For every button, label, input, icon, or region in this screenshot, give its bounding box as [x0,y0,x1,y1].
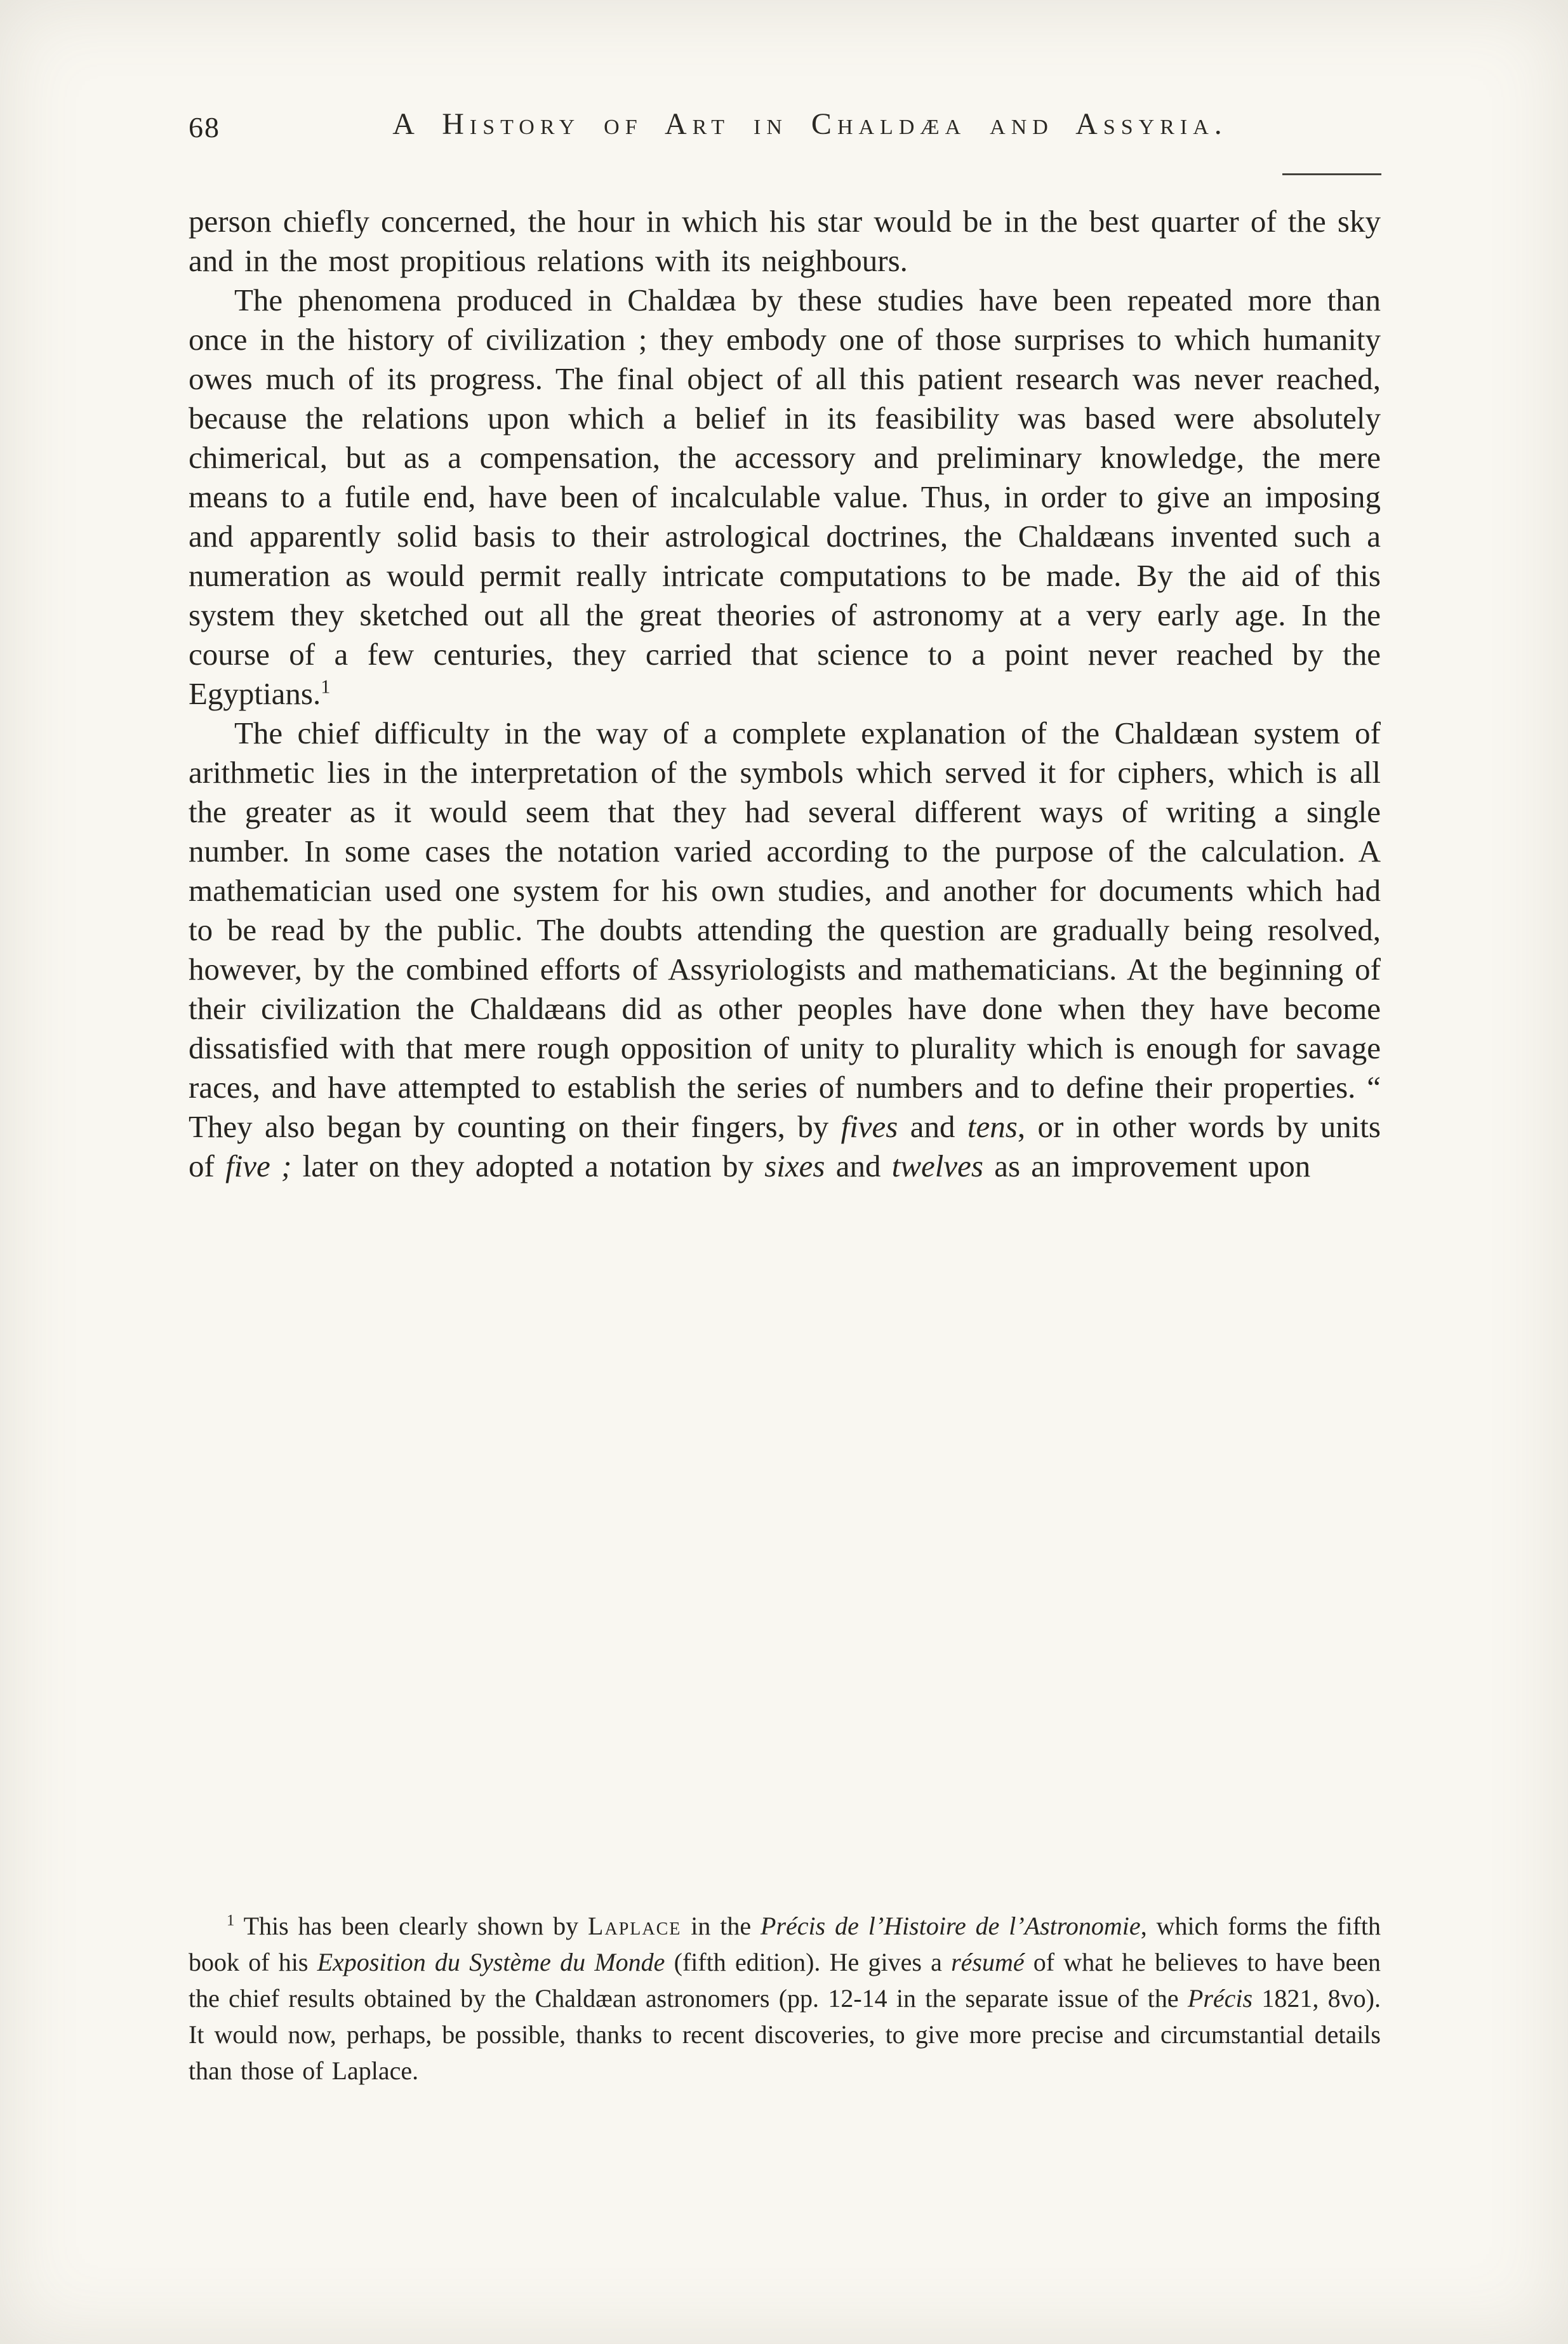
italic-text: tens [967,1109,1018,1144]
text-run: in the [681,1912,761,1940]
text-run: and [898,1109,967,1144]
text-run: as an improvement upon [983,1149,1311,1183]
smallcaps-text: Laplace [588,1912,682,1940]
paragraph [189,281,1381,714]
italic-text: Exposition du Système du Monde [317,1948,665,1976]
footnote [189,1908,1381,2089]
text-run: 1821, 8vo). It would now, perhaps, be possible, thanks to recent discoveries, to give more precise and circumstantial details than those of Laplace. [189,1984,1381,2085]
footnote-paragraph [189,1908,1381,2089]
body-text [189,202,1381,1186]
text-run: later on they adopted a notation by [291,1149,765,1183]
text-run: The phenomena produced in Chaldæa by these studies have been repeated more than once in the history of civilization ; they embody one of those surprises to which humanity owes much of its progress. The final object of all this patient research was never reached, because the relations upon which a belief in its feasibility was based were absolutely chimerical, but as a compensation, the accessory and preliminary knowledge, the mere means to a futile end, have been of incalculable value. Thus, in order to give an imposing and apparently solid basis to their astrological doctrines, the Chaldæans invented such a numeration as would permit really intricate computations to be made. By the aid of this system they sketched out all the great theories of astronomy at a very early age. In the course of a few centuries, they carried that science to a point never reached by the Egyptians. [189,283,1381,711]
header-rule [1282,173,1381,175]
text-run: The chief difficulty in the way of a complete explanation of the Chaldæan system of arithmetic lies in the interpretation of the symbols which served it for ciphers, which is all the greater as it would seem that they had several different ways of writing a single number. In some cases the notation varied according to the purpose of the calculation. A mathematician used one system for his own studies, and another for documents which had to be read by the public. The doubts attending the question are gradually being resolved, however, by the combined efforts of Assyriologists and mathematicians. At the beginning of their civilization the Chaldæans did as other peoples have done when they have become dissatisfied with that mere rough opposition of unity to plurality which is enough for savage races, and have attempted to establish the series of numbers and to define their properties. “ They also began by counting on their fingers, by [189,716,1381,1144]
text-run: This has been clearly shown by [234,1912,588,1940]
footnote-reference: 1 [321,676,331,698]
text-run: , or in other words by units of [189,1109,1381,1183]
text-run: , which forms the fifth book of his [189,1912,1381,1976]
italic-text: twelves [891,1149,983,1183]
page-number: 68 [189,111,220,143]
paragraph [189,202,1381,281]
footnote-reference: 1 [227,1912,235,1929]
page-header [189,107,1381,151]
running-title: A History of Art in Chaldæa and Assyria. [392,107,1228,141]
text-run: (fifth edition). He gives a [665,1948,952,1976]
text-run: and [825,1149,892,1183]
italic-text: résumé [951,1948,1025,1976]
paragraph [189,714,1381,1186]
text-run: of what he believes to have been the chief results obtained by the Chaldæan astronomers (pp. 12-14 in the separate issue of the [189,1948,1381,2013]
italic-text: Précis [1187,1984,1253,2013]
italic-text: Précis de l’Histoire de l’Astronomie [761,1912,1141,1940]
text-run: person chiefly concerned, the hour in which his star would be in the best quarter of the sky and in the most propitious relations with its neighbours. [189,204,1381,278]
italic-text: fives [840,1109,898,1144]
italic-text: five ; [225,1149,292,1183]
italic-text: sixes [764,1149,825,1183]
